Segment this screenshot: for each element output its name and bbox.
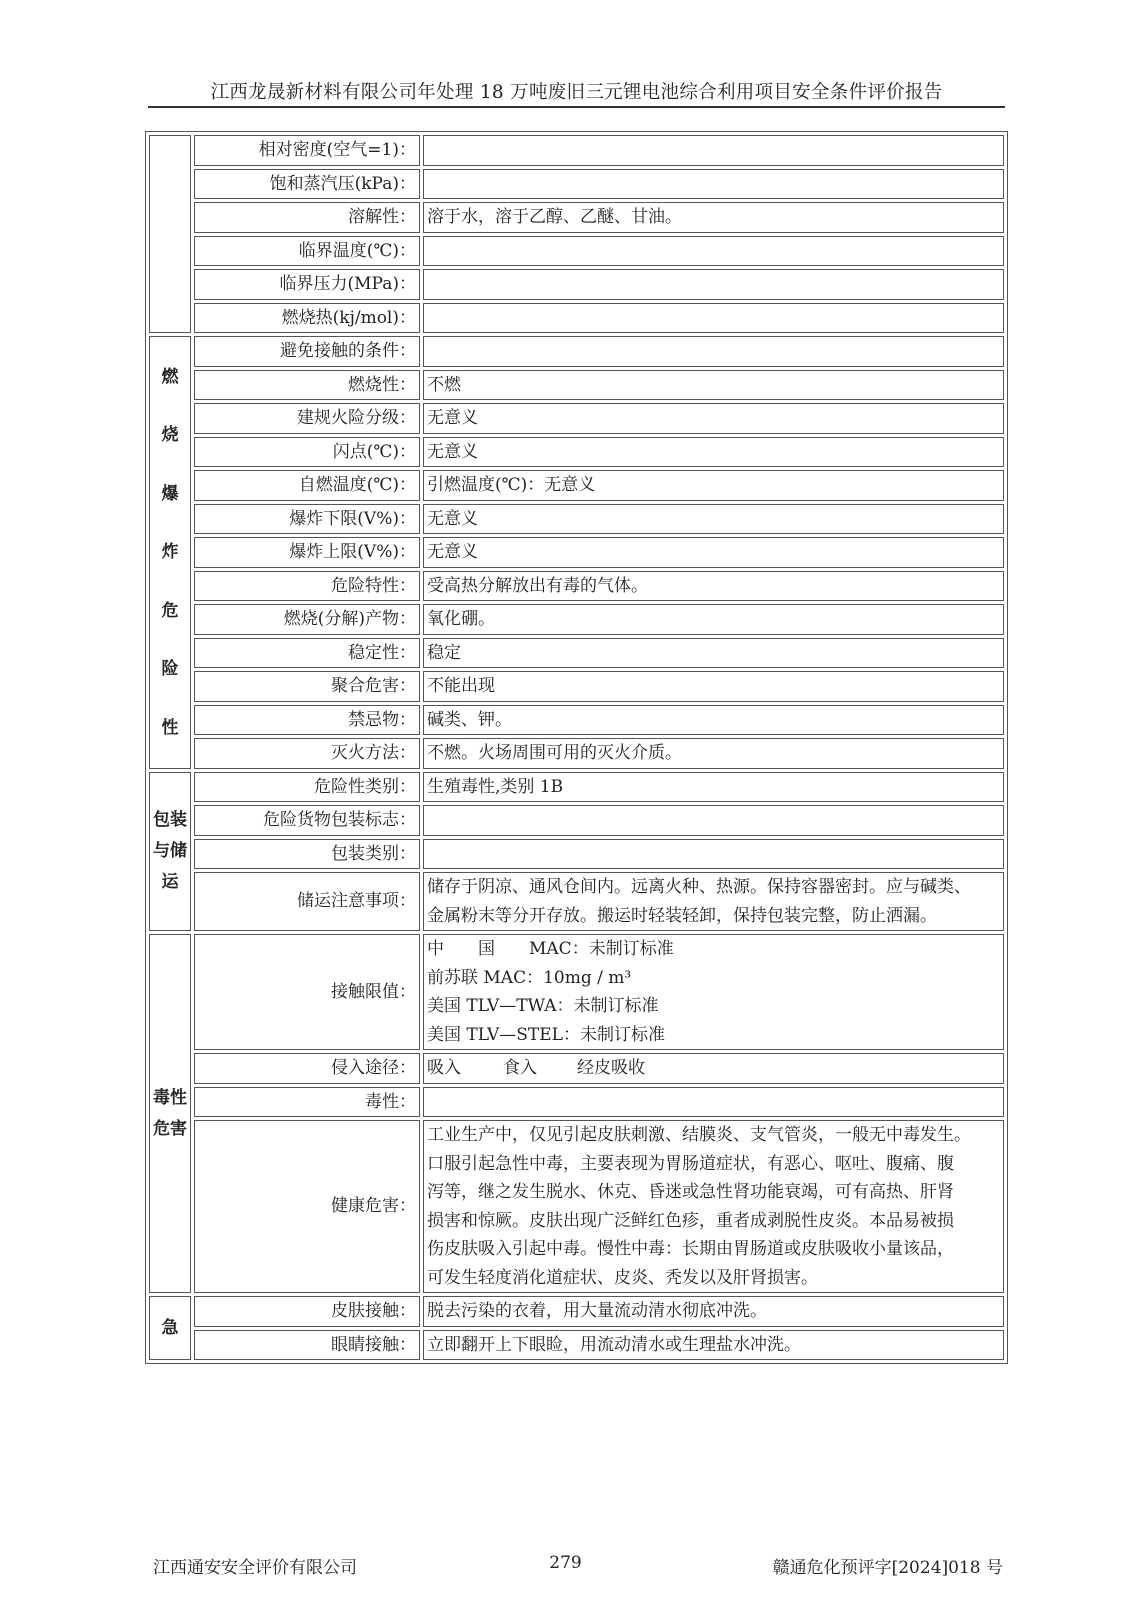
row-label: 爆炸下限(V%)： [194,504,420,535]
table-row [149,671,1004,702]
row-value: 氧化硼。 [423,604,1004,635]
row-value: 脱去污染的衣着，用大量流动清水彻底冲洗。 [423,1296,1004,1327]
row-value [423,839,1004,870]
row-value: 不燃 [423,370,1004,401]
row-label: 临界温度(℃)： [194,236,420,267]
row-label: 危险货物包装标志： [194,805,420,836]
text-line: 可发生轻度消化道症状、皮炎、秃发以及肝肾损害。 [427,1267,818,1288]
table-row [149,738,1004,769]
row-value [423,934,1004,1050]
table-row [149,604,1004,635]
text-line: 美国 TLV—TWA：未制订标准 [427,996,659,1016]
category-char: 险 [161,659,179,679]
row-value: 无意义 [423,504,1004,535]
table-row [149,403,1004,434]
row-label: 侵入途径： [194,1053,420,1084]
table-row [149,571,1004,602]
row-value: 不燃。火场周围可用的灭火介质。 [423,738,1004,769]
table-row [149,269,1004,300]
row-label: 饱和蒸汽压(kPa)： [194,169,420,200]
report-header-title: 江西龙晟新材料有限公司年处理 18 万吨废旧三元锂电池综合利用项目安全条件评价报告 [210,82,943,103]
row-label: 燃烧(分解)产物： [194,604,420,635]
text-line: 泻等，继之发生脱水、休克、昏迷或急性肾功能衰竭，可有高热、肝肾 [427,1182,954,1202]
category-line: 运 [161,871,179,892]
category-cell-fire-hazard [149,336,191,769]
row-value [423,1120,1004,1293]
table-row [149,872,1004,931]
row-value: 生殖毒性,类别 1B [423,772,1004,803]
row-value: 无意义 [423,537,1004,568]
row-value [423,336,1004,367]
route-item: 食入 [503,1058,537,1078]
category-line: 包装 [153,809,187,830]
category-char: 燃 [161,366,179,387]
row-label: 禁忌物： [194,705,420,736]
row-value [423,169,1004,200]
table-row [149,470,1004,501]
route-item: 经皮吸收 [577,1058,645,1078]
row-label: 聚合危害： [194,671,420,702]
row-label: 闪点(℃)： [194,437,420,468]
footer-page-number: 279 [549,1553,582,1573]
table-row [149,370,1004,401]
row-label: 爆炸上限(V%)： [194,537,420,568]
row-label: 灭火方法： [194,738,420,769]
table-row [149,934,1004,1050]
header-rule [148,106,1005,108]
row-label: 眼睛接触： [194,1330,420,1361]
row-label: 毒性： [194,1087,420,1118]
text-line: 口服引起急性中毒，主要表现为胃肠道症状，有恶心、呕吐、腹痛、腹 [427,1153,954,1174]
row-value: 不能出现 [423,671,1004,702]
row-label: 自燃温度(℃)： [194,470,420,501]
row-value: 稳定 [423,638,1004,669]
msds-table [145,131,1008,1364]
text-line: 工业生产中，仅见引起皮肤刺激、结膜炎、支气管炎，一般无中毒发生。 [427,1125,971,1145]
row-value [423,805,1004,836]
category-line: 危害 [153,1118,187,1139]
table-row [149,1296,1004,1327]
table-row [149,1053,1004,1084]
table-row [149,1120,1004,1293]
row-value: 无意义 [423,437,1004,468]
row-label: 相对密度(空气=1)： [194,135,420,166]
table-row [149,236,1004,267]
table-row [149,705,1004,736]
row-value [423,1053,1004,1084]
row-label: 燃烧性： [194,370,420,401]
row-value [423,303,1004,334]
row-label: 包装类别： [194,839,420,870]
row-value: 无意义 [423,403,1004,434]
text-line: 中 国 MAC：未制订标准 [427,939,674,959]
row-label: 健康危害： [194,1120,420,1293]
text-line: 美国 TLV—STEL：未制订标准 [427,1024,665,1045]
text-line: 金属粉末等分开存放。搬运时轻装轻卸，保持包装完整，防止洒漏。 [427,905,937,926]
row-label: 危险特性： [194,571,420,602]
row-value [423,269,1004,300]
table-row [149,805,1004,836]
footer-doc-number: 赣通危化预评字[2024]018 号 [772,1558,1003,1578]
table-row [149,638,1004,669]
row-label: 建规火险分级： [194,403,420,434]
category-char: 爆 [161,483,179,504]
row-label: 储运注意事项： [194,872,420,931]
table-row [149,504,1004,535]
category-cell-toxicity [149,934,191,1293]
text-line: 伤皮肤吸入引起中毒。慢性中毒：长期由胃肠道或皮肤吸收小量该品， [427,1239,954,1259]
row-label: 溶解性： [194,202,420,233]
table-row [149,1330,1004,1361]
row-label: 临界压力(MPa)： [194,269,420,300]
category-cell-first-aid [149,1296,191,1360]
row-label: 危险性类别： [194,772,420,803]
row-label: 接触限值： [194,934,420,1050]
category-cell-physical [149,135,191,333]
table-row [149,1087,1004,1118]
table-row [149,772,1004,803]
row-label: 燃烧热(kj/mol)： [194,303,420,334]
table-row [149,537,1004,568]
text-line: 储存于阴凉、通风仓间内。远离火种、热源。保持容器密封。应与碱类、 [427,877,971,897]
row-value: 溶于水，溶于乙醇、乙醚、甘油。 [423,202,1004,233]
row-value: 引燃温度(℃)：无意义 [423,470,1004,501]
row-value: 碱类、钾。 [423,705,1004,736]
table-row [149,839,1004,870]
row-label: 避免接触的条件： [194,336,420,367]
row-value [423,1087,1004,1118]
category-char: 炸 [161,542,179,562]
row-value [423,872,1004,931]
row-label: 稳定性： [194,638,420,669]
table-row [149,303,1004,334]
row-value [423,236,1004,267]
table-row [149,169,1004,200]
table-row [149,336,1004,367]
category-char: 性 [161,717,179,738]
row-value: 受高热分解放出有毒的气体。 [423,571,1004,602]
row-label: 皮肤接触： [194,1296,420,1327]
category-line: 与储 [153,840,187,861]
row-value [423,135,1004,166]
category-char: 危 [161,600,179,621]
table-row [149,135,1004,166]
table-row [149,437,1004,468]
footer-company: 江西通安安全评价有限公司 [153,1558,357,1578]
category-cell-packaging [149,772,191,932]
text-line: 前苏联 MAC：10mg / m³ [427,967,632,988]
category-char: 急 [161,1317,179,1338]
category-char: 烧 [161,425,179,445]
text-line: 损害和惊厥。皮肤出现广泛鲜红色疹，重者成剥脱性皮炎。本品易被损 [427,1210,954,1231]
route-item: 吸入 [427,1058,461,1078]
category-line: 毒性 [153,1087,187,1108]
table-row [149,202,1004,233]
row-value: 立即翻开上下眼睑，用流动清水或生理盐水冲洗。 [423,1330,1004,1361]
